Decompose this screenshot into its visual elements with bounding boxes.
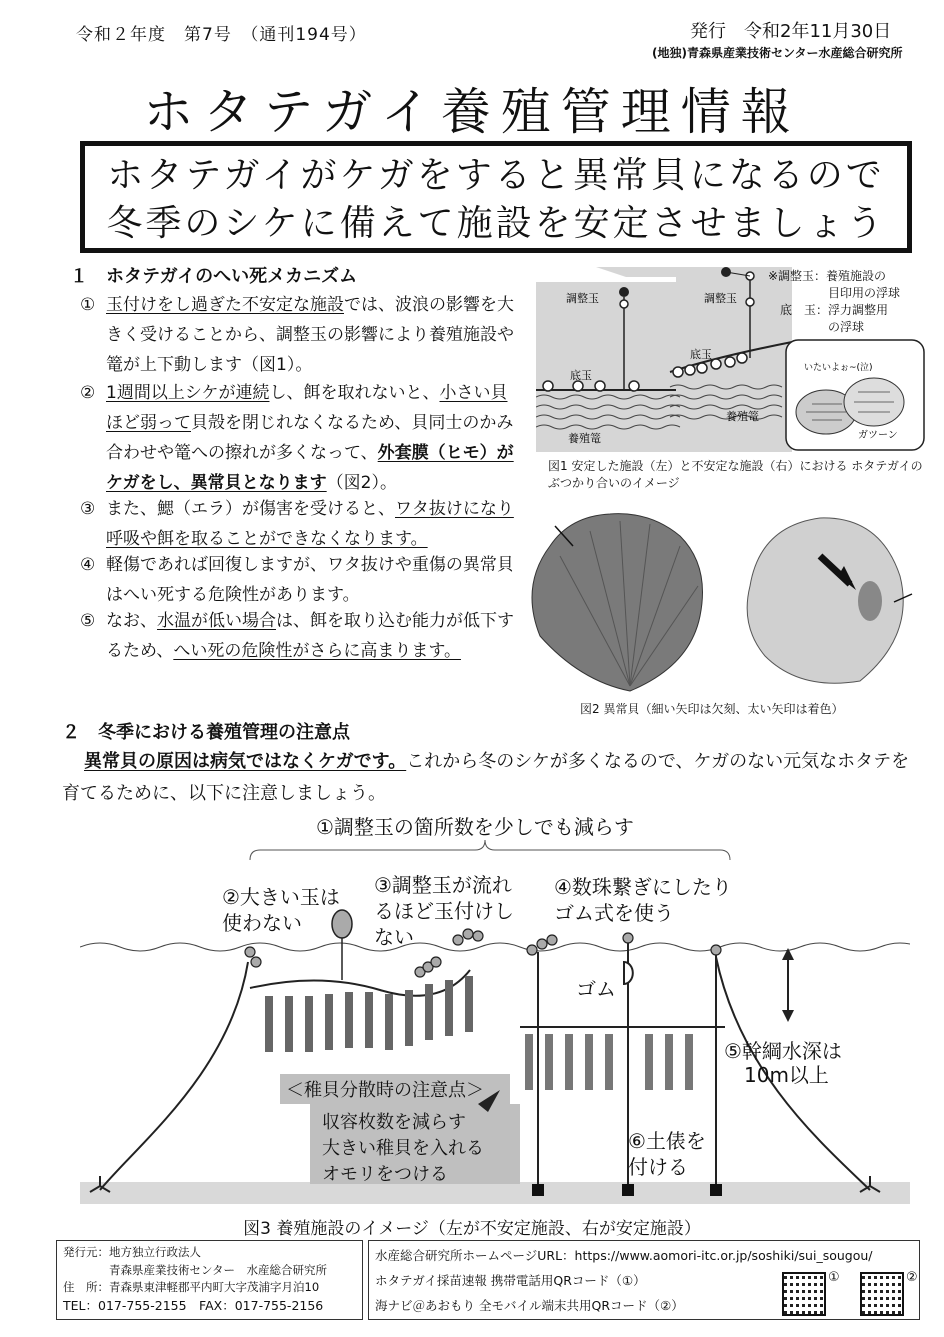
section1-item-segment: 水温が低い場合 [157,611,276,631]
section1-item-number: ⑤ [80,611,96,631]
headline-line-1: ホタテガイがケガをすると異常貝になるので [107,155,885,196]
fig3-label-4a: ④数珠繋ぎにしたり [554,875,732,899]
section2-text: これから冬のシケが多くなるので、ケガのない元気なホタテを育てるために、以下に注意しましょう。 [62,751,910,804]
fig1-label-kago-right: 養殖篭 [726,410,759,423]
fig3-label-1: ①調整玉の箇所数を少しでも減らす [316,815,634,839]
fig3-notice-2: 大きい稚貝を入れる [322,1138,484,1159]
fig1-label-chouseidama-left: 調整玉 [566,292,599,305]
fig3-brace [250,840,730,860]
fig3-big-float [332,910,352,938]
qr-code-1-label: ① [828,1270,840,1285]
fig3-rubber-float [624,962,633,984]
footer-qr1-label: ホタテガイ採苗速報 携帯電話用QRコード（①） [375,1273,646,1288]
figure2-photos [520,506,920,696]
fig2-stain [858,581,882,621]
footer-publisher-box [56,1240,363,1320]
section1-item-number: ① [80,295,96,315]
section1-item-segment: 軽傷であれば回復しますが、ワタ抜けや重傷の異常貝はへい死する危険性があります。 [106,555,514,605]
section1-item [80,550,520,610]
section1-item-segment: へい死の危険性がさらに高まります。 [173,641,461,661]
headline-box [80,141,912,253]
fig1-note: ※調整玉：養殖施設の 目印用の浮球 底 玉：浮力調整用 の浮球 [768,269,901,334]
fig3-label-4b: ゴム式を使う [554,901,674,925]
qr-code-1[interactable] [782,1272,826,1316]
fig3-sea-surface [80,943,910,951]
fig1-sound: ガツーン [858,430,898,441]
section1-item-segment: し、餌を取れないと、 [269,383,440,403]
section1-item-segment: 外套膜（ヒモ）がケガをし、異常貝となります [106,443,514,493]
section1-item-segment: 貝殻を閉じれなくなるため、貝同士のかみ合わせや篭への擦れが多くなって、 [106,413,514,463]
fig3-label-5b: 10m以上 [744,1063,829,1087]
section1-item-segment: は、餌を取り込む能力が低下するため、 [106,611,514,661]
fig1-left-panel [536,267,676,452]
footer-phone: TEL：017-755-2155 FAX：017-755-2156 [63,1297,324,1313]
section1-item-segment: （図2）。 [326,473,397,493]
issue-date: 発行 令和2年11月30日 [690,21,892,42]
section1-item-text [80,494,520,554]
fig3-float-cluster-left [245,929,483,977]
section1-item-text [80,290,520,380]
fig1-label-sokodama-left: 底玉 [570,369,592,382]
footer-qr2-label: 海ナビ＠あおもり 全モバイル端末共用QRコード（②） [375,1298,684,1313]
issue-number: 令和２年度 第7号 （通刊194号） [76,25,367,45]
fig3-notice-3: オモリをつける [322,1164,448,1185]
section1-item [80,494,520,554]
section1-item [80,290,520,380]
fig1-label-sokodama-right: 底玉 [690,348,712,361]
fig3-label-6a: ⑥土俵を [628,1129,706,1153]
fig3-label-5a: ⑤幹綱水深は [724,1039,842,1063]
section1-item-segment: なお、 [106,611,157,631]
footer-homepage-url[interactable]: 水産総合研究所ホームページURL：https://www.aomori-itc.or.jp/soshiki/sui_sougou/ [375,1248,873,1263]
page-title: ホタテガイ養殖管理情報 [143,83,801,141]
section1-item-number: ② [80,383,96,403]
fig1-caption: 図1 安定した施設（左）と不安定な施設（右）における ホタテガイのぶつかり合いのイメージ [548,459,923,490]
footer-address: 住 所：青森県東津軽郡平内町大字茂浦字月泊10 [63,1280,320,1294]
fig1-speech: いたいよぉ~(泣) [804,363,873,373]
fig3-label-gomu: ゴム [576,977,616,1001]
qr-code-2-label: ② [906,1270,918,1285]
fig3-notice-title: ＜稚貝分散時の注意点＞ [286,1080,484,1101]
section1-item-segment: 玉付けをし過ぎた不安定な施設 [106,295,344,315]
section1-item-number: ④ [80,555,96,575]
section1-item-segment: 1週間以上シケが連続 [106,383,270,403]
section1-item [80,378,520,498]
fig1-label-chouseidama-right: 調整玉 [704,292,737,305]
section2-body [62,746,912,810]
footer-publisher: 発行元：地方独立行政法人 [63,1245,201,1259]
fig3-label-3c: ない [374,925,414,949]
fig1-label-kago-left: 養殖篭 [568,432,601,445]
section1-item [80,606,520,666]
section1-item-segment: 小さい貝ほど弱って [106,383,508,433]
section1-heading: １ ホタテガイのへい死メカニズム [70,266,358,287]
section1-item-segment: では、波浪の影響を大きく受けることから、調整玉の影響により養殖施設や篭が上下動します（図1）。 [106,295,514,375]
qr-code-2[interactable] [860,1272,904,1316]
fig3-seabed [80,1182,910,1204]
section1-item-segment: ワタ抜けになり呼吸や餌を取ることができなくなります。 [106,499,514,549]
fig3-caption: 図3 養殖施設のイメージ（左が不安定施設、右が安定施設） [243,1219,701,1239]
fig3-cages-right [525,1034,693,1090]
section1-item-segment: また、鰓（エラ）が傷害を受けると、 [106,499,395,519]
fig3-float-cluster-right [527,933,721,955]
fig2-shell-left [532,514,703,691]
fig3-label-6b: 付ける [628,1155,688,1179]
publisher-org: (地独)青森県産業技術センター水産総合研究所 [652,46,903,60]
footer-publisher-name: 青森県産業技術センター 水産総合研究所 [63,1262,328,1277]
section1-item-text [80,606,520,666]
section1-item-number: ③ [80,499,96,519]
fig3-notice-1: 収容枚数を減らす [322,1112,466,1133]
section1-item-text [80,550,520,610]
fig3-label-2a: ②大きい玉は [222,885,340,909]
fig3-label-3a: ③調整玉が流れ [374,873,512,897]
fig2-caption: 図2 異常貝（細い矢印は欠刻、太い矢印は着色） [580,702,844,716]
fig3-label-2b: 使わない [222,911,302,935]
section2-heading: ２ 冬季における養殖管理の注意点 [62,722,350,743]
headline-line-2: 冬季のシケに備えて施設を安定させましょう [106,203,886,244]
fig3-label-3b: るほど玉付けし [374,899,514,923]
section1-item-text [80,378,520,498]
section2-lead: 異常貝の原因は病気ではなくケガです。 [84,751,407,772]
